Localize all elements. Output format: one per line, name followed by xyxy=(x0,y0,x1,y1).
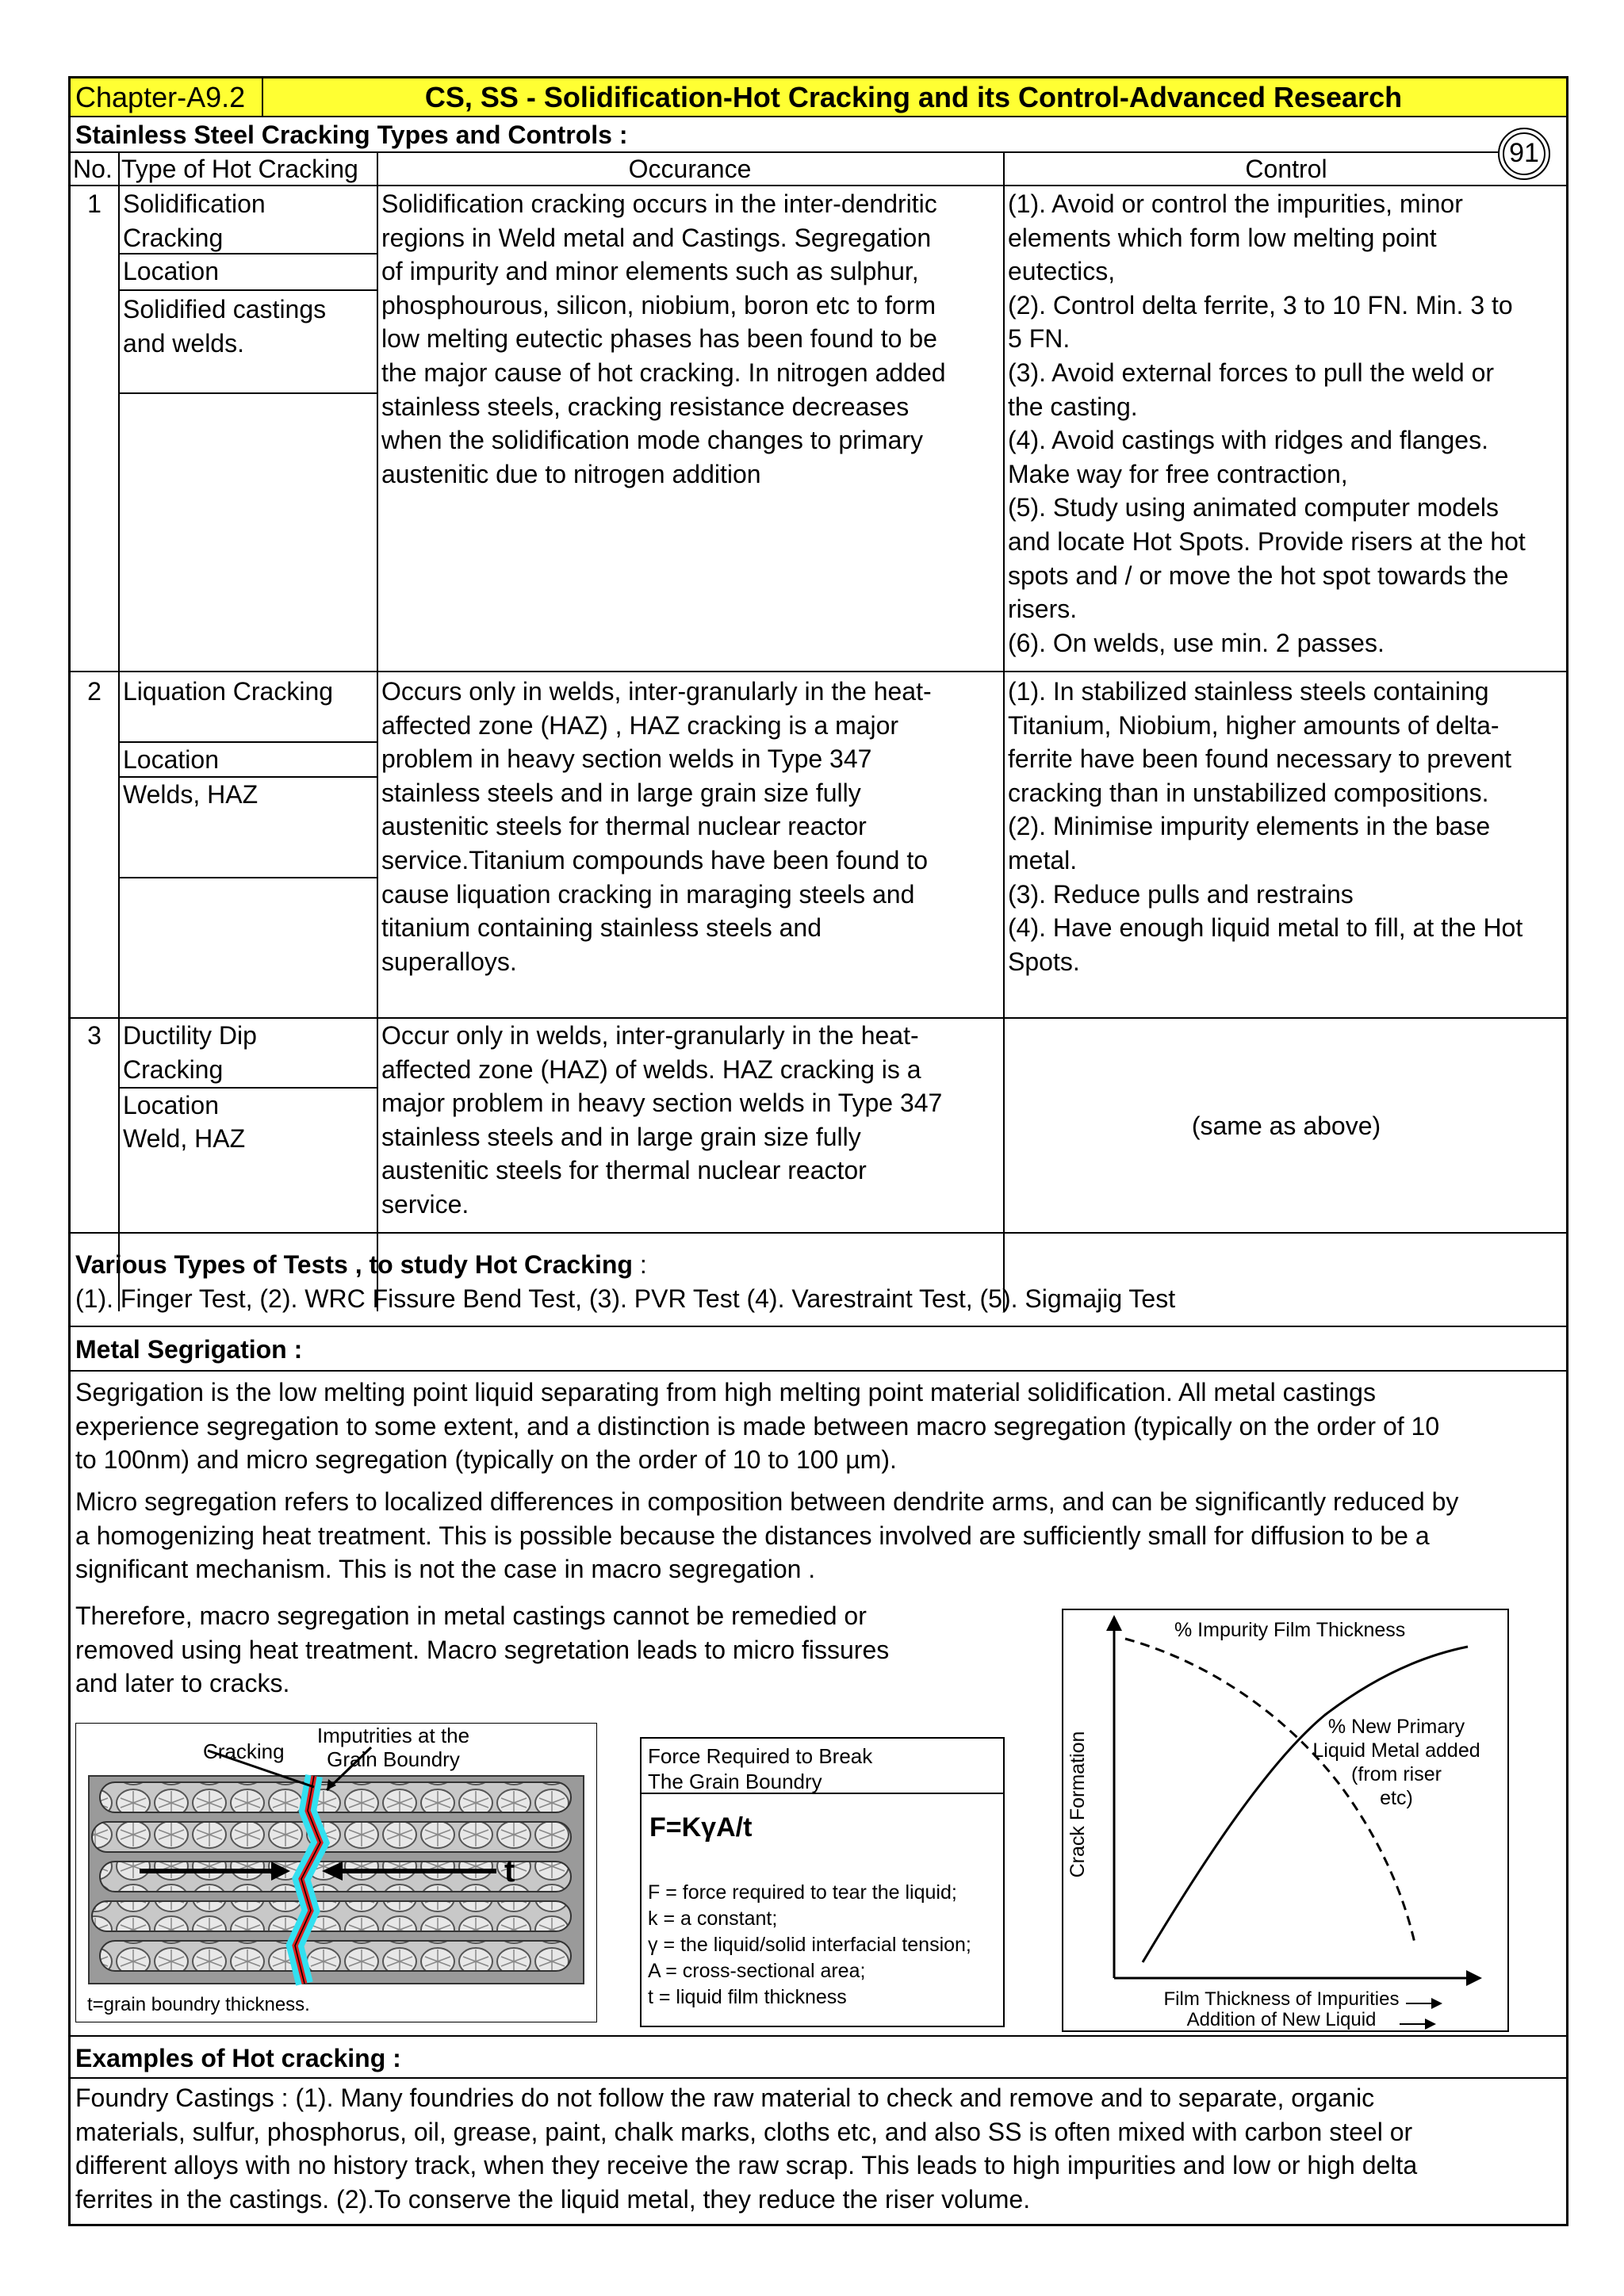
tests-heading: Various Types of Tests , to study Hot Cracking : xyxy=(75,1250,647,1279)
row-3-control: (same as above) xyxy=(1191,1112,1381,1140)
row-2-location: Welds, HAZ xyxy=(123,780,259,809)
row-1-no: 1 xyxy=(87,189,102,218)
formula: F=KγA/t xyxy=(649,1812,753,1843)
crack-formation-graph xyxy=(1062,1609,1509,2032)
segregation-para-1: Segrigation is the low melting point liquid separating from high melting point material solidification. All metal castings experience segregation to some extent, and a distinction is made between macro segregation (typically on the order of 10 to 100nm) and micro segregation (typically on the order of 10 to 100 µm). xyxy=(75,1378,1440,1475)
col-header-occurance: Occurance xyxy=(628,155,752,183)
grain-rows xyxy=(92,1782,571,1971)
row-2-location-label: Location xyxy=(123,745,219,774)
row-3-type: Ductility Dip Cracking xyxy=(123,1021,257,1084)
segregation-para-2: Micro segregation refers to localized differences in composition between dendrite arms, and can be significantly reduced by a homogenizing heat treatment. This is possible because the distances involved are sufficiently small for diffusion to be a significant mechanism. This is not the case in macro segregation . xyxy=(75,1487,1459,1584)
tests-text: (1). Finger Test, (2). WRC Fissure Bend Test, (3). PVR Test (4). Varestraint Test, (5). Sigmajig Test xyxy=(75,1284,1176,1313)
graph-xlabel: Film Thickness of Impurities Addition of New Liquid xyxy=(1163,1988,1400,2030)
graph-label-new-metal: % New Primary Liquid Metal added (from riser etc) xyxy=(1312,1716,1480,1809)
chapter-label: Chapter-A9.2 xyxy=(75,81,246,113)
label-t: t xyxy=(504,1854,515,1888)
x-axis-arrowhead xyxy=(1466,1970,1482,1986)
formula-definitions: F = force required to tear the liquid; k = a constant; γ = the liquid/solid interfacial tension; A = cross-sectional area; t = liquid film thickness xyxy=(648,1881,971,2008)
examples-heading: Examples of Hot cracking : xyxy=(75,2044,401,2072)
label-impurities: Imputrities at the Grain Boundry xyxy=(316,1724,470,1771)
segregation-para-3: Therefore, macro segregation in metal castings cannot be remedied or removed using heat treatment. Macro segretation leads to micro fissures and later to cracks. xyxy=(75,1601,890,1698)
graph-label-impurity: % Impurity Film Thickness xyxy=(1174,1619,1406,1641)
col-header-control: Control xyxy=(1245,155,1327,183)
table-caption: Stainless Steel Cracking Types and Controls : xyxy=(75,121,628,149)
formula-box xyxy=(640,1737,1005,2027)
row-2-no: 2 xyxy=(87,677,102,706)
label-cracking: Cracking xyxy=(203,1739,285,1763)
row-1-control: (1). Avoid or control the impurities, minor elements which form low melting point eutectics, (2). Control delta ferrite, 3 to 10 FN. Min. 3 to 5 FN. (3). Avoid external forces to pull the weld or the casting. (4). Avoid castings with ridges and flanges. Make way for free contraction, (5). Study using animated computer models and locate Hot Spots. Provide risers at the hot spots and / or move the hot spot towards the risers. (6). On welds, use min. 2 passes. xyxy=(1008,189,1526,657)
row-3-no: 3 xyxy=(87,1021,102,1050)
row-1-occurance: Solidification cracking occurs in the inter-dendritic regions in Weld metal and Castings. Segregation of impurity and minor elements such as sulphur, phosphourous, silicon, niobium, boron etc to form low melting eutectic phases has been found to be the major cause of hot cracking. In nitrogen added stainless steels, cracking resistance decreases when the solidification mode changes to primary austenitic due to nitrogen addition xyxy=(381,189,946,488)
document-sheet xyxy=(68,76,1568,2226)
row-2-occurance: Occurs only in welds, inter-granularly in the heat- affected zone (HAZ) , HAZ cracking is a major problem in heavy section welds in Type 347 stainless steels and in large grain size fully austenitic steels for thermal nuclear reactor service.Titanium compounds have been found to cause liquation cracking in maraging steels and titanium containing stainless steels and superalloys. xyxy=(381,677,932,976)
row-2-type: Liquation Cracking xyxy=(123,677,334,706)
examples-text: Foundry Castings : (1). Many foundries do not follow the raw material to check and remove and to separate, organic materials, sulfur, phosphorus, oil, grease, paint, chalk marks, cloths etc, and also SS is often mixed with carbon steel or different alloys with no history track, when they receive the raw scrap. This leads to high impurities and low or high delta ferrites in the castings. (2).To conserve the liquid metal, they reduce the riser volume. xyxy=(75,2084,1418,2214)
y-axis-arrowhead xyxy=(1106,1615,1122,1631)
col-header-no: No. xyxy=(73,155,113,183)
col-header-type: Type of Hot Cracking xyxy=(121,155,358,183)
row-1-location-label: Location xyxy=(123,257,219,285)
segregation-heading: Metal Segrigation : xyxy=(75,1335,303,1364)
row-3-location-label: Location xyxy=(123,1091,219,1119)
grain-caption: t=grain boundry thickness. xyxy=(87,1994,310,2015)
grain-boundary-figure xyxy=(75,1723,597,2022)
formula-heading: Force Required to Break The Grain Boundry xyxy=(648,1744,873,1793)
page-number: 91 xyxy=(1509,138,1539,168)
graph-ylabel: Crack Formation xyxy=(1067,1731,1089,1878)
row-3-occurance: Occur only in welds, inter-granularly in the heat- affected zone (HAZ) of welds. HAZ cracking is a major problem in heavy section welds in Type 347 stainless steels and in large grain size fully austenitic steels for thermal nuclear reactor service. xyxy=(381,1021,943,1219)
row-1-location: Solidified castings and welds. xyxy=(123,295,327,358)
row-2-control: (1). In stabilized stainless steels containing Titanium, Niobium, higher amounts of delta- ferrite have been found necessary to prevent cracking than in unstabilized compositions. (2). Minimise impurity elements in the base metal. (3). Reduce pulls and restrains (4). Have enough liquid metal to fill, at the Hot Spots. xyxy=(1008,677,1523,976)
page-title: CS, SS - Solidification-Hot Cracking and its Control-Advanced Research xyxy=(424,81,1403,113)
row-1-type: Solidification Cracking xyxy=(123,189,266,252)
row-3-location: Weld, HAZ xyxy=(123,1124,246,1153)
